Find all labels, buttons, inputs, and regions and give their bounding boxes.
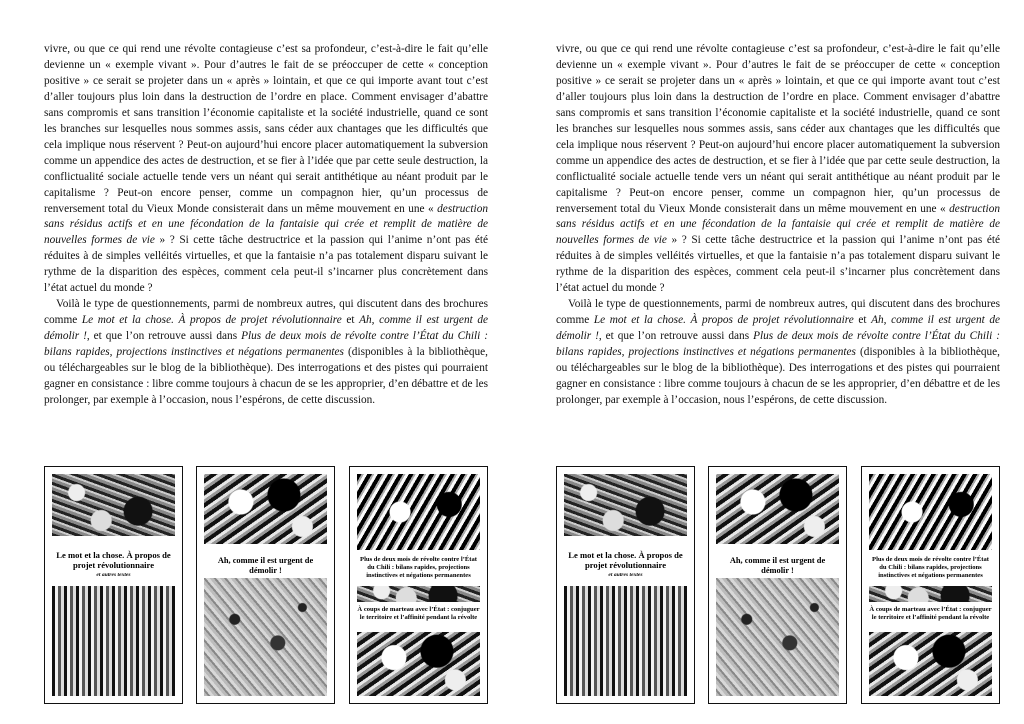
text-span: Voilà le type de questionnements, parmi de nombreux autres, qui discutent dans des brochures comme xyxy=(556,298,1000,327)
brochure-covers xyxy=(44,466,488,706)
brochure-cover-1 xyxy=(556,466,695,704)
paragraph-2 xyxy=(44,297,488,409)
cover-image xyxy=(716,578,839,696)
cover-image xyxy=(204,474,327,544)
text-span: » ? Si cette tâche destructrice et la passion qui l’anime n’ont pas été réduites à de simples velléités virtuelles, et que la fantaisie n’a pas totalement disparu suivant le rythme de la disparition des espèces, comment cela peut-il s’incarner plus concrètement dans l’état actuel du monde ? xyxy=(556,234,1001,295)
brochure-cover-2 xyxy=(708,466,847,704)
cover-image xyxy=(357,474,480,550)
text-span: Voilà le type de questionnements, parmi de nombreux autres, qui discutent dans des brochures comme xyxy=(44,298,488,327)
right-page xyxy=(512,0,1024,724)
text-span: et xyxy=(853,314,872,327)
cover-image xyxy=(564,474,687,536)
brochure-cover-3 xyxy=(861,466,1000,704)
cover-image xyxy=(869,474,992,550)
text-span: » ? Si cette tâche destructrice et la passion qui l’anime n’ont pas été réduites à de simples velléités virtuelles, et que la fantaisie n’a pas totalement disparu suivant le rythme de la disparition des espèces, comment cela peut-il s’incarner plus concrètement dans l’état actuel du monde ? xyxy=(44,234,489,295)
text-span: vivre, ou que ce qui rend une révolte contagieuse c’est sa profondeur, c’est-à-dire le fait qu’elle devienne un « exemple vivant ». Pour d’autres le fait de se préoccuper de cette « conception positive » ce serait se projeter dans un « après » lointain, et que ce qui importe avant tout c’est d’aller toujours plus loin dans la destruction de l’ordre en place. Comment envisager d’abattre sans compromis et sans transition l’économie capitaliste et la société industrielle, quand ce sont les branches sur lesquelles nous sommes assis, sans céder aux chantages que les difficultés que cela implique nous réservent ? Peut-on aujourd’hui encore placer automatiquement la subversion comme un appendice des actes de destruction, et se fier à l’idée que par cette seule destruction, la conflictualité sociale actuelle tende vers un néant qui serait antithétique au néant produit par le capitalisme ? Peut-on encore penser, comme un compagnon hier, qu’un processus de renversement total du Vieux Monde consisterait dans un même mouvement en une « xyxy=(44,43,488,215)
cover-subtitle: et autres textes xyxy=(96,572,131,578)
cover-image xyxy=(564,586,687,696)
cover-image xyxy=(357,632,480,696)
cover-image xyxy=(52,586,175,696)
brochure-title: Plus de deux mois de révolte contre l’État du Chili : bilans rapides, projections instinctives et négations permanentes xyxy=(556,330,1000,359)
text-span: (disponibles à la bibliothèque, ou téléchargeables sur le blog de la bibliothèque). Des interrogations et des pistes qui pourraient gagner en consistance : libre comme toujours à chacun de se les approprier, d’en débattre et de les prolonger, par exemple à l’occasion, nous l’espérons, de cette discussion. xyxy=(44,346,488,406)
body-text xyxy=(556,42,1000,409)
brochure-cover-2 xyxy=(196,466,335,704)
text-span: (disponibles à la bibliothèque, ou téléchargeables sur le blog de la bibliothèque). Des interrogations et des pistes qui pourraient gagner en consistance : libre comme toujours à chacun de se les approprier, d’en débattre et de les prolonger, par exemple à l’occasion, nous l’espérons, de cette discussion. xyxy=(556,346,1000,406)
cover-title-2: À coups de marteau avec l’État : conjuguer le territoire et l’affinité pendant la révolte xyxy=(357,606,480,621)
cover-image xyxy=(869,632,992,696)
cover-subtitle: et autres textes xyxy=(608,572,643,578)
cover-title: Ah, comme il est urgent de démolir ! xyxy=(217,556,314,575)
brochure-title: Ah, comme il est urgent de démolir ! xyxy=(556,314,1000,343)
text-span: vivre, ou que ce qui rend une révolte contagieuse c’est sa profondeur, c’est-à-dire le fait qu’elle devienne un « exemple vivant ». Pour d’autres le fait de se préoccuper de cette « conception positive » ce serait se projeter dans un « après » lointain, et que ce qui importe avant tout c’est d’aller toujours plus loin dans la destruction de l’ordre en place. Comment envisager d’abattre sans compromis et sans transition l’économie capitaliste et la société industrielle, quand ce sont les branches sur lesquelles nous sommes assis, sans céder aux chantages que les difficultés que cela implique nous réservent ? Peut-on aujourd’hui encore placer automatiquement la subversion comme un appendice des actes de destruction, et se fier à l’idée que par cette seule destruction, la conflictualité sociale actuelle tende vers un néant qui serait antithétique au néant produit par le capitalisme ? Peut-on encore penser, comme un compagnon hier, qu’un processus de renversement total du Vieux Monde consisterait dans un même mouvement en une « xyxy=(556,43,1000,215)
paragraph-2 xyxy=(556,297,1000,409)
cover-image xyxy=(716,474,839,544)
cover-title: Plus de deux mois de révolte contre l’État du Chili : bilans rapides, projections instinctives et négations permanentes xyxy=(360,556,477,579)
cover-title: Plus de deux mois de révolte contre l’État du Chili : bilans rapides, projections instinctives et négations permanentes xyxy=(872,556,989,579)
cover-title: Le mot et la chose. À propos de projet révolutionnaire xyxy=(56,550,171,570)
cover-image xyxy=(52,474,175,536)
cover-image xyxy=(869,586,992,602)
italic-quote: destruction sans résidus actifs et en une fécondation de la fantaisie qui crée et remplit de matière de nouvelles formes de vie xyxy=(556,202,1000,247)
brochure-title: Ah, comme il est urgent de démolir ! xyxy=(44,314,488,343)
cover-title: Ah, comme il est urgent de démolir ! xyxy=(729,556,826,575)
text-span: et xyxy=(341,314,360,327)
cover-image xyxy=(204,578,327,696)
brochure-title: Plus de deux mois de révolte contre l’État du Chili : bilans rapides, projections instinctives et négations permanentes xyxy=(44,330,488,359)
text-span: , et que l’on retrouve aussi dans xyxy=(86,330,242,343)
brochure-covers xyxy=(556,466,1000,706)
brochure-title: Le mot et la chose. À propos de projet révolutionnaire xyxy=(593,314,854,327)
cover-title: Le mot et la chose. À propos de projet révolutionnaire xyxy=(568,550,683,570)
brochure-title: Le mot et la chose. À propos de projet révolutionnaire xyxy=(81,314,342,327)
body-text xyxy=(44,42,488,409)
paragraph-1 xyxy=(556,42,1000,297)
text-span: , et que l’on retrouve aussi dans xyxy=(598,330,754,343)
italic-quote: destruction sans résidus actifs et en une fécondation de la fantaisie qui crée et remplit de matière de nouvelles formes de vie xyxy=(44,202,488,247)
cover-image xyxy=(357,586,480,602)
cover-title-2: À coups de marteau avec l’État : conjuguer le territoire et l’affinité pendant la révolte xyxy=(869,606,992,621)
brochure-cover-3 xyxy=(349,466,488,704)
paragraph-1 xyxy=(44,42,488,297)
brochure-cover-1 xyxy=(44,466,183,704)
